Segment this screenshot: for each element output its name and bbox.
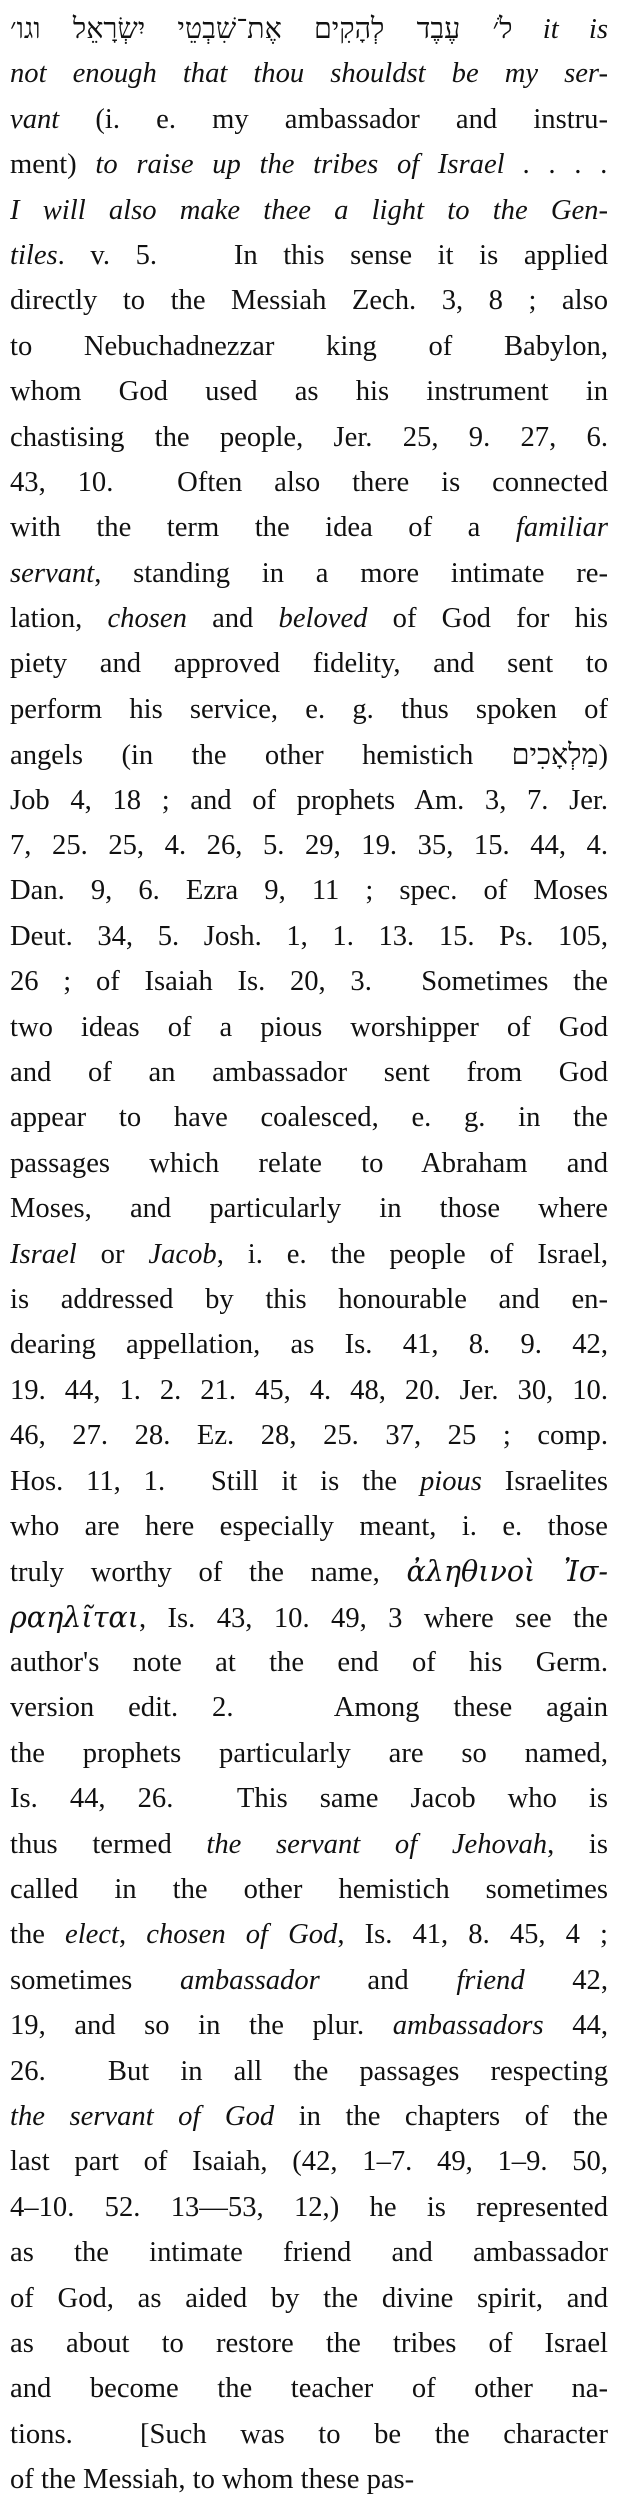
text-run: truly worthy of the name, <box>10 1557 407 1589</box>
text-run: , i. e. the people of Israel, <box>216 1238 608 1270</box>
text-run: whom God used as his instrument in <box>10 376 608 408</box>
text-line <box>10 2366 608 2411</box>
text-line <box>10 2276 608 2321</box>
text-line <box>10 142 608 187</box>
text-line <box>10 6 608 51</box>
text-line <box>10 1640 608 1685</box>
text-run: . v. 5. In this sense it is applied <box>57 239 608 271</box>
text-run: 19, and so in the plur. <box>10 2010 393 2042</box>
text-line <box>10 2230 608 2275</box>
text-line <box>10 1504 608 1549</box>
text-line <box>10 551 608 596</box>
text-run: and of an ambassador sent from God <box>10 1056 608 1088</box>
text-line <box>10 1141 608 1186</box>
text-line <box>10 1595 608 1640</box>
text-run: 46, 27. 28. Ez. 28, 25. 37, 25 ; comp. <box>10 1420 608 1452</box>
italic-run: chosen <box>107 603 187 635</box>
text-run: piety and approved fidelity, and sent to <box>10 648 608 680</box>
text-line <box>10 596 608 641</box>
text-run: (i. e. my ambassador and instru- <box>59 103 608 135</box>
italic-run: ambassador <box>179 1964 320 1996</box>
hebrew-run: לֹ׳ עֶבֶד לְהָקִים אֶת־שִׁבְטֵי יִשְׂרָאֵל וגו׳ <box>10 11 513 45</box>
text-run: sometimes <box>10 1964 180 1996</box>
text-run: tions. [Such was to be the character <box>10 2418 608 2450</box>
text-run: called in the other hemistich sometimes <box>10 1874 608 1906</box>
text-line <box>10 324 608 369</box>
text-line <box>10 1549 608 1594</box>
text-run: Is. 44, 26. This same Jacob who is <box>10 1783 608 1815</box>
text-line <box>10 1005 608 1050</box>
italic-run: friend <box>456 1964 525 1996</box>
text-line <box>10 1822 608 1867</box>
text-line <box>10 687 608 732</box>
text-run: 44, <box>543 2010 608 2042</box>
text-run: Israelites <box>481 1465 608 1497</box>
text-line <box>10 1867 608 1912</box>
text-run: dearing appellation, as Is. 41, 8. 9. 42, <box>10 1329 608 1361</box>
greek-run: ἀληθινοὶ Ἰσ- <box>406 1554 608 1589</box>
italic-run: I will also make thee a light to the Gen- <box>10 194 608 226</box>
text-run: lation, <box>10 603 108 635</box>
text-line <box>10 2457 608 2502</box>
text-line <box>10 1186 608 1231</box>
text-line <box>10 97 608 142</box>
text-line <box>10 823 608 868</box>
text-run: 26 ; of Isaiah Is. 20, 3. Sometimes the <box>10 966 608 998</box>
text-line <box>10 1413 608 1458</box>
text-run: of the Messiah, to whom these pas- <box>10 2464 415 2496</box>
text-run: and <box>319 1964 457 1996</box>
text-run: with the term the idea of a <box>10 512 516 544</box>
text-run: last part of Isaiah, (42, 1–7. 49, 1–9. 50, <box>10 2146 608 2178</box>
text-run: of God for his <box>367 603 608 635</box>
text-run: , <box>119 1919 147 1951</box>
text-run: of God, as aided by the divine spirit, and <box>10 2282 608 2314</box>
text-run: author's note at the end of his Germ. <box>10 1647 608 1679</box>
text-run: as about to restore the tribes of Israel <box>10 2327 608 2359</box>
text-line <box>10 914 608 959</box>
text-run: Job 4, 18 ; and of prophets Am. 3, 7. Jer. <box>10 784 608 816</box>
text-run: who are here especially meant, i. e. those <box>10 1510 608 1542</box>
text-line <box>10 415 608 460</box>
italic-run: pious <box>419 1465 482 1497</box>
text-line <box>10 1912 608 1957</box>
text-line <box>10 1277 608 1322</box>
text-run: and <box>186 603 279 635</box>
italic-run: the servant of God <box>10 2100 275 2132</box>
text-line <box>10 369 608 414</box>
text-line <box>10 2412 608 2457</box>
text-line <box>10 641 608 686</box>
text-run: passages which relate to Abraham and <box>10 1147 608 1179</box>
text-run: 7, 25. 25, 4. 26, 5. 29, 19. 35, 15. 44, 4. <box>10 830 608 862</box>
text-line <box>10 2321 608 2366</box>
text-run: the <box>10 1919 66 1951</box>
italic-run: Jacob <box>148 1238 217 1270</box>
text-run: , standing in a more intimate re- <box>94 557 608 589</box>
text-line <box>10 1050 608 1095</box>
text-line <box>10 1459 608 1504</box>
text-line <box>10 51 608 96</box>
text-run: is addressed by this honourable and en- <box>10 1283 608 1315</box>
italic-run: elect <box>65 1919 119 1951</box>
italic-run: not enough that thou shouldst be my ser- <box>10 58 608 90</box>
italic-run: beloved <box>278 603 368 635</box>
text-line <box>10 1958 608 2003</box>
entry-text-column <box>10 6 608 2502</box>
text-line <box>10 2049 608 2094</box>
text-run: Deut. 34, 5. Josh. 1, 1. 13. 15. Ps. 105, <box>10 920 608 952</box>
text-run: , Is. 43, 10. 49, 3 where see the <box>138 1602 608 1634</box>
text-line <box>10 460 608 505</box>
text-line <box>10 1322 608 1367</box>
text-line <box>10 778 608 823</box>
text-run: Moses, and particularly in those where <box>10 1193 608 1225</box>
text-run: 43, 10. Often also there is connected <box>10 466 608 498</box>
hebrew-run: מַלְאָכִים <box>511 737 599 772</box>
text-run: 4–10. 52. 13—53, 12,) he is represented <box>10 2191 608 2223</box>
text-line <box>10 1368 608 1413</box>
text-run: appear to have coalesced, e. g. in the <box>10 1102 608 1134</box>
italic-run: vant <box>10 103 60 135</box>
text-run: 26. But in all the passages respecting <box>10 2055 608 2087</box>
text-run: as the intimate friend and ambassador <box>10 2237 608 2269</box>
italic-run: servant <box>10 557 95 589</box>
text-line <box>10 2185 608 2230</box>
text-line <box>10 278 608 323</box>
text-line <box>10 188 608 233</box>
text-run: , is <box>547 1828 608 1860</box>
text-run: Hos. 11, 1. Still it is the <box>10 1465 420 1497</box>
italic-run: ambassadors <box>392 2010 544 2042</box>
text-line <box>10 732 608 777</box>
text-line <box>10 2094 608 2139</box>
italic-run: tiles <box>10 239 58 271</box>
text-line <box>10 959 608 1004</box>
text-run: the prophets particularly are so named, <box>10 1737 608 1769</box>
italic-run: the servant of Jehovah <box>206 1828 548 1860</box>
text-line <box>10 2139 608 2184</box>
italic-run: it is <box>542 14 608 45</box>
text-run: 19. 44, 1. 2. 21. 45, 4. 48, 20. Jer. 30, 10. <box>10 1374 608 1406</box>
text-line <box>10 1232 608 1277</box>
text-line <box>10 2003 608 2048</box>
text-run: ment) <box>10 149 96 181</box>
text-run: in the chapters of the <box>274 2100 608 2132</box>
text-run: thus termed <box>10 1828 207 1860</box>
text-line <box>10 1776 608 1821</box>
text-run: ) <box>598 740 608 772</box>
italic-run: to raise up the tribes of Israel . . . . <box>95 149 608 181</box>
text-run: or <box>76 1238 149 1270</box>
text-run <box>513 14 543 45</box>
text-line <box>10 1731 608 1776</box>
text-line <box>10 1095 608 1140</box>
text-line <box>10 868 608 913</box>
text-run: two ideas of a pious worshipper of God <box>10 1011 608 1043</box>
text-run: perform his service, e. g. thus spoken of <box>10 693 608 725</box>
text-run: Dan. 9, 6. Ezra 9, 11 ; spec. of Moses <box>10 875 608 907</box>
text-run: and become the teacher of other na- <box>10 2373 608 2405</box>
text-run: 42, <box>524 1964 608 1996</box>
text-run: chastising the people, Jer. 25, 9. 27, 6. <box>10 421 608 453</box>
italic-run: chosen of God <box>146 1919 338 1951</box>
text-line <box>10 233 608 278</box>
text-run: version edit. 2. Among these again <box>10 1692 608 1724</box>
text-run: directly to the Messiah Zech. 3, 8 ; also <box>10 285 608 317</box>
text-run: to Nebuchadnezzar king of Babylon, <box>10 330 608 362</box>
text-run: angels (in the other hemistich <box>10 740 512 772</box>
text-line <box>10 1685 608 1730</box>
text-run: , Is. 41, 8. 45, 4 ; <box>337 1919 608 1951</box>
italic-run: familiar <box>515 512 608 544</box>
text-line <box>10 505 608 550</box>
greek-run: ραηλῖται <box>10 1599 139 1634</box>
italic-run: Israel <box>10 1238 77 1270</box>
